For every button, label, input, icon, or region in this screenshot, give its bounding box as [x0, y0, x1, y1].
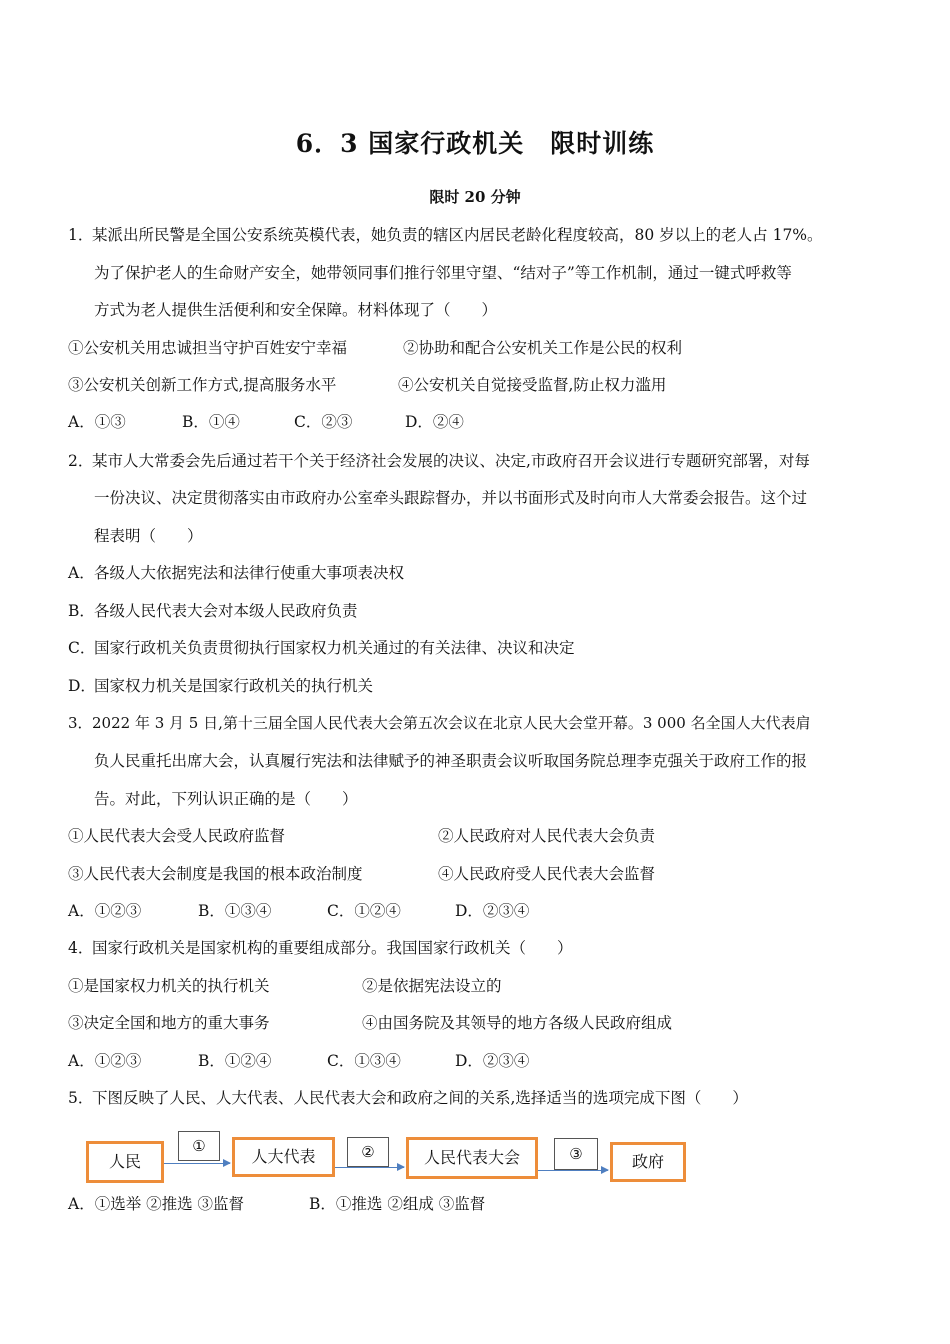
q4-item-4: ④由国务院及其领导的地方各级人民政府组成: [362, 1014, 673, 1032]
q3-option-d[interactable]: D．②③④: [455, 902, 530, 920]
q3-item-3: ③人民代表大会制度是我国的根本政治制度: [68, 865, 363, 883]
page-title: 6．3 国家行政机关 限时训练: [295, 129, 655, 158]
q3-stem-line-2: 负人民重托出席大会，认真履行宪法和法律赋予的神圣职责会议听取国务院总理李克强关于政府工作的报: [94, 752, 808, 770]
q3-item-4: ④人民政府受人民代表大会监督: [438, 865, 656, 883]
q1-item-4: ④公安机关自觉接受监督,防止权力滥用: [398, 376, 667, 394]
arrow-2: [335, 1167, 404, 1168]
q2-option-c[interactable]: C．国家行政机关负责贯彻执行国家权力机关通过的有关法律、决议和决定: [68, 639, 575, 657]
blank-mark-1: ①: [178, 1131, 220, 1161]
q3-stem-line-3: 告。对此，下列认识正确的是（ ）: [94, 790, 358, 808]
q1-stem-line-1: 1．某派出所民警是全国公安系统英模代表，她负责的辖区内居民老龄化程度较高，80 岁以上的老人占 17%。: [68, 226, 823, 244]
q2-stem-line-1: 2．某市人大常委会先后通过若干个关于经济社会发展的决议、决定,市政府召开会议进行专题研究部署，对每: [68, 452, 810, 470]
q1-option-a[interactable]: A．①③: [68, 413, 126, 431]
q2-stem-line-3: 程表明（ ）: [94, 527, 203, 545]
q3-option-b[interactable]: B．①③④: [198, 902, 272, 920]
time-limit: 限时 20 分钟: [429, 188, 521, 206]
q3-number: 3．: [68, 714, 93, 732]
q4-option-c[interactable]: C．①③④: [327, 1052, 401, 1070]
q2-number: 2．: [68, 452, 94, 470]
q5-option-a[interactable]: A．①选举 ②推选 ③监督: [68, 1195, 245, 1213]
arrow-3: [538, 1170, 608, 1171]
q4-item-1: ①是国家权力机关的执行机关: [68, 977, 270, 995]
q2-option-a[interactable]: A．各级人大依据宪法和法律行使重大事项表决权: [68, 564, 405, 582]
blank-mark-2: ②: [347, 1137, 389, 1167]
blank-mark-3: ③: [554, 1138, 598, 1170]
q4-option-a[interactable]: A．①②③: [68, 1052, 142, 1070]
node-npc-deputies: 人大代表: [232, 1137, 335, 1177]
relationship-diagram: [0, 1125, 950, 1195]
q4-item-2: ②是依据宪法设立的: [362, 977, 502, 995]
q1-item-2: ②协助和配合公安机关工作是公民的权利: [403, 339, 683, 357]
q3-stem-line-1: 3．2022 年 3 月 5 日,第十三届全国人民代表大会第五次会议在北京人民大会堂开幕。3 000 名全国人大代表肩: [68, 714, 811, 732]
q1-number: 1．: [68, 226, 94, 244]
q1-option-d[interactable]: D．②④: [405, 413, 464, 431]
q2-option-b[interactable]: B．各级人民代表大会对本级人民政府负责: [68, 602, 358, 620]
q2-option-d[interactable]: D．国家权力机关是国家行政机关的执行机关: [68, 677, 374, 695]
q5-option-b[interactable]: B．①推选 ②组成 ③监督: [309, 1195, 486, 1213]
q5-number: 5．: [68, 1089, 94, 1107]
q5-stem-line-1: 5．下图反映了人民、人大代表、人民代表大会和政府之间的关系,选择适当的选项完成下图（ ）: [68, 1089, 748, 1107]
node-peoples-congress: 人民代表大会: [406, 1137, 538, 1179]
q1-stem-line-2: 为了保护老人的生命财产安全，她带领同事们推行邻里守望、“结对子”等工作机制，通过一键式呼救等: [94, 264, 792, 282]
q3-item-1: ①人民代表大会受人民政府监督: [68, 827, 286, 845]
q1-item-3: ③公安机关创新工作方式,提高服务水平: [68, 376, 337, 394]
q4-option-d[interactable]: D．②③④: [455, 1052, 530, 1070]
q4-item-3: ③决定全国和地方的重大事务: [68, 1014, 270, 1032]
node-people: 人民: [86, 1141, 164, 1183]
q4-number: 4．: [68, 939, 94, 957]
q3-option-c[interactable]: C．①②④: [327, 902, 401, 920]
q1-stem-line-3: 方式为老人提供生活便利和安全保障。材料体现了（ ）: [94, 301, 498, 319]
q1-option-c[interactable]: C．②③: [294, 413, 353, 431]
node-government: 政府: [610, 1142, 686, 1182]
q1-item-1: ①公安机关用忠诚担当守护百姓安宁幸福: [68, 339, 348, 357]
q4-option-b[interactable]: B．①②④: [198, 1052, 272, 1070]
q1-option-b[interactable]: B．①④: [182, 413, 240, 431]
arrow-1: [164, 1163, 230, 1164]
q2-stem-line-2: 一份决议、决定贯彻落实由市政府办公室牵头跟踪督办，并以书面形式及时向市人大常委会报告。这个过: [94, 489, 808, 507]
q3-item-2: ②人民政府对人民代表大会负责: [438, 827, 656, 845]
q4-stem-line-1: 4．国家行政机关是国家机构的重要组成部分。我国国家行政机关（ ）: [68, 939, 573, 957]
q3-option-a[interactable]: A．①②③: [68, 902, 142, 920]
